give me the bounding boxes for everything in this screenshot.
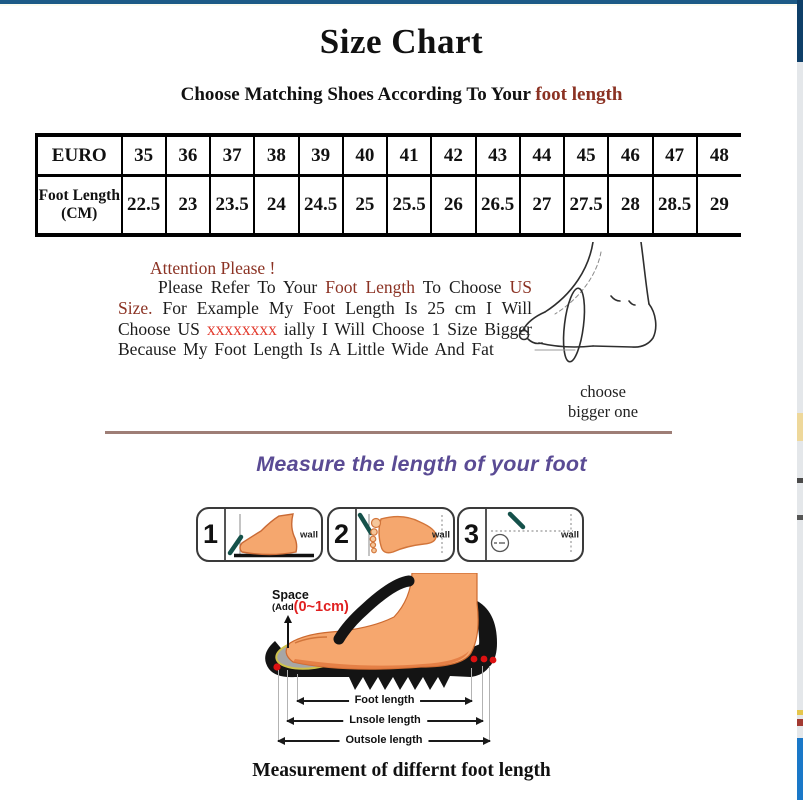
foot-length-cell: 29: [697, 176, 741, 236]
euro-size-cell: 48: [697, 135, 741, 176]
space-up-arrow: [287, 622, 289, 648]
wall-label: wall: [561, 529, 579, 540]
guide-line: [278, 670, 279, 740]
sketch-caption: [543, 382, 663, 422]
space-label-text: Space: [272, 588, 309, 602]
attention-text-segment: Please Refer To Your: [158, 277, 326, 297]
euro-size-cell: 44: [520, 135, 564, 176]
guide-line: [287, 670, 288, 720]
dimension-label: Outsole length: [340, 734, 429, 746]
cream-line: [0, 4, 803, 6]
foot-length-cell: 22.5: [122, 176, 166, 236]
euro-size-cell: 43: [476, 135, 520, 176]
euro-size-cell: 35: [122, 135, 166, 176]
euro-size-cell: 46: [608, 135, 652, 176]
foot-length-cell: 28.5: [653, 176, 697, 236]
right-edge-tick: [797, 515, 803, 520]
euro-size-cell: 39: [299, 135, 343, 176]
page-subtitle: [0, 84, 803, 106]
attention-text-segment: For Example My Foot Length Is 25 cm I Will Choose US: [118, 297, 532, 339]
measure-step-panel-3: [457, 507, 584, 562]
space-range-text: (0~1cm): [293, 599, 349, 615]
euro-size-cell: 47: [653, 135, 697, 176]
step-number: 1: [203, 518, 219, 549]
foot-length-cell: 26.5: [476, 176, 520, 236]
right-edge-tick: [797, 719, 803, 726]
bare-foot-sketch-illustration: [515, 242, 705, 367]
right-edge-yellow-mark: [797, 413, 803, 441]
guide-line: [482, 666, 483, 720]
attention-text-segment: ially I Will Choose 1 Size Bigger Because My Foot Length Is A Little Wide And Fat: [118, 318, 533, 360]
measure-step-panel-2: [327, 507, 455, 562]
euro-size-cell: 41: [387, 135, 431, 176]
euro-row-header: EURO: [37, 135, 122, 176]
footer-caption: Measurement of differnt foot length: [252, 760, 551, 781]
foot-length-cell: 24: [254, 176, 298, 236]
guide-line: [489, 666, 490, 740]
wall-label: wall: [432, 529, 450, 540]
euro-size-cell: 36: [166, 135, 210, 176]
subtitle-accent: foot length: [535, 84, 623, 105]
euro-size-cell: 37: [210, 135, 254, 176]
foot-length-cell: 25: [343, 176, 387, 236]
foot-length-row-header: Foot Length (CM): [37, 176, 122, 236]
page-title: Size Chart: [319, 22, 484, 61]
euro-size-row: [37, 135, 742, 176]
euro-size-cell: 40: [343, 135, 387, 176]
size-chart-table: [35, 133, 741, 237]
step-number: 2: [334, 518, 350, 549]
attention-text-segment: xxxxxxxx: [206, 318, 277, 339]
euro-size-cell: 45: [564, 135, 608, 176]
foot-length-row: [37, 176, 742, 236]
foot-length-cell: 28: [608, 176, 652, 236]
foot-length-dimension-arrow: [297, 694, 472, 706]
sketch-caption-line1: choose: [580, 382, 626, 401]
dimension-label: Foot length: [349, 694, 421, 706]
foot-length-cell: 26: [431, 176, 475, 236]
space-add-text: (Add: [272, 602, 294, 613]
step-number: 3: [464, 518, 480, 549]
subtitle-text: Choose Matching Shoes According To Your: [180, 84, 536, 105]
euro-size-cell: 42: [431, 135, 475, 176]
measure-section-heading: Measure the length of your foot: [256, 452, 587, 476]
right-edge-tick: [797, 710, 803, 715]
foot-length-cell: 25.5: [387, 176, 431, 236]
guide-line: [471, 668, 472, 700]
wall-label: wall: [300, 529, 318, 540]
insole-length-dimension-arrow: [287, 714, 483, 726]
foot-length-cell: 24.5: [299, 176, 343, 236]
attention-heading: Attention Please !: [150, 258, 276, 278]
measure-step-panel-1: [196, 507, 323, 562]
dimension-label: Lnsole length: [343, 714, 427, 726]
attention-body: [118, 277, 532, 360]
attention-text-segment: To Choose: [415, 277, 510, 297]
outsole-length-dimension-arrow: [278, 734, 490, 746]
section-divider: [105, 431, 672, 434]
attention-text-segment: Foot Length: [325, 277, 416, 297]
foot-length-cell: 27.5: [564, 176, 608, 236]
space-annotation: [272, 589, 349, 614]
attention-text-segment: US Size.: [118, 277, 532, 318]
foot-length-cell: 27: [520, 176, 564, 236]
sketch-caption-line2: bigger one: [567, 402, 639, 421]
foot-length-cell: 23.5: [210, 176, 254, 236]
foot-length-cell: 23: [166, 176, 210, 236]
right-edge-tick: [797, 478, 803, 483]
euro-size-cell: 38: [254, 135, 298, 176]
right-edge-scrollbar-track: [797, 62, 803, 738]
